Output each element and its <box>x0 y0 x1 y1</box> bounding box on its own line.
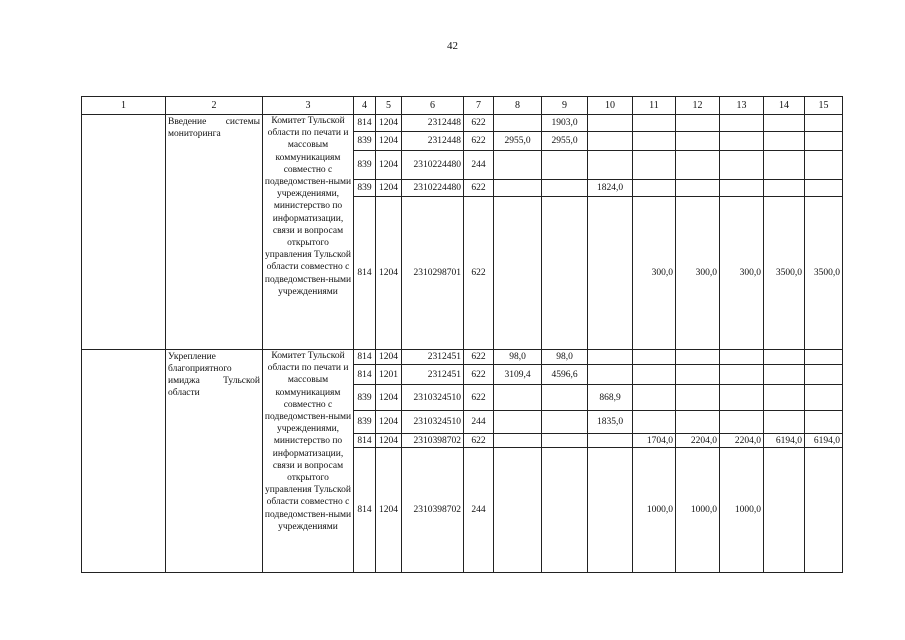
value-cell: 814 <box>354 115 376 132</box>
value-cell: 1204 <box>376 385 402 411</box>
budget-table <box>81 96 843 573</box>
value-cell <box>764 180 805 197</box>
value-cell: 1204 <box>376 411 402 434</box>
value-cell <box>588 448 633 573</box>
value-cell <box>542 434 588 448</box>
column-number: 5 <box>376 97 402 115</box>
value-cell: 622 <box>464 365 494 385</box>
table-row <box>82 350 843 365</box>
value-cell: 1204 <box>376 132 402 151</box>
value-cell <box>676 151 720 180</box>
column-number: 2 <box>166 97 263 115</box>
value-cell: 2312451 <box>402 350 464 365</box>
value-cell <box>542 448 588 573</box>
value-cell: 3109,4 <box>494 365 542 385</box>
value-cell: 2204,0 <box>720 434 764 448</box>
value-cell <box>494 385 542 411</box>
value-cell: 2310398702 <box>402 434 464 448</box>
value-cell: 622 <box>464 197 494 350</box>
value-cell <box>676 132 720 151</box>
value-cell: 2312448 <box>402 115 464 132</box>
value-cell <box>764 115 805 132</box>
value-cell: 98,0 <box>542 350 588 365</box>
value-cell: 622 <box>464 115 494 132</box>
value-cell: 2955,0 <box>494 132 542 151</box>
value-cell: 839 <box>354 180 376 197</box>
value-cell <box>542 411 588 434</box>
value-cell <box>542 180 588 197</box>
value-cell <box>676 350 720 365</box>
value-cell <box>720 180 764 197</box>
value-cell: 2310398702 <box>402 448 464 573</box>
column-number: 12 <box>676 97 720 115</box>
value-cell <box>588 197 633 350</box>
value-cell <box>720 132 764 151</box>
value-cell <box>633 151 676 180</box>
value-cell: 622 <box>464 180 494 197</box>
value-cell: 2310324510 <box>402 411 464 434</box>
value-cell: 1204 <box>376 197 402 350</box>
column-number: 1 <box>82 97 166 115</box>
header-row <box>82 97 843 115</box>
value-cell <box>676 115 720 132</box>
value-cell <box>494 197 542 350</box>
column-number: 10 <box>588 97 633 115</box>
measure-name: Введение системы мониторинга <box>166 115 263 350</box>
value-cell <box>588 434 633 448</box>
value-cell <box>676 411 720 434</box>
column-number: 3 <box>263 97 354 115</box>
value-cell <box>805 151 843 180</box>
value-cell: 6194,0 <box>805 434 843 448</box>
column-number: 7 <box>464 97 494 115</box>
value-cell <box>805 350 843 365</box>
measure-name: Укрепление благоприятного имиджа Тульской области <box>166 350 263 573</box>
value-cell: 1204 <box>376 350 402 365</box>
value-cell: 2310324510 <box>402 385 464 411</box>
value-cell <box>720 115 764 132</box>
column-number: 11 <box>633 97 676 115</box>
value-cell <box>494 411 542 434</box>
value-cell <box>720 385 764 411</box>
value-cell <box>494 434 542 448</box>
value-cell: 244 <box>464 448 494 573</box>
value-cell <box>588 132 633 151</box>
value-cell <box>805 411 843 434</box>
value-cell: 1204 <box>376 434 402 448</box>
value-cell <box>676 365 720 385</box>
value-cell <box>805 448 843 573</box>
value-cell: 98,0 <box>494 350 542 365</box>
value-cell <box>764 365 805 385</box>
value-cell <box>494 115 542 132</box>
value-cell: 1000,0 <box>676 448 720 573</box>
column-number: 15 <box>805 97 843 115</box>
value-cell <box>720 411 764 434</box>
value-cell: 1903,0 <box>542 115 588 132</box>
value-cell: 1204 <box>376 115 402 132</box>
value-cell <box>633 180 676 197</box>
column-number: 6 <box>402 97 464 115</box>
value-cell: 814 <box>354 365 376 385</box>
value-cell: 1204 <box>376 448 402 573</box>
value-cell: 1000,0 <box>720 448 764 573</box>
value-cell <box>588 151 633 180</box>
value-cell: 839 <box>354 411 376 434</box>
value-cell: 2955,0 <box>542 132 588 151</box>
value-cell: 839 <box>354 151 376 180</box>
value-cell: 1204 <box>376 151 402 180</box>
value-cell <box>720 365 764 385</box>
value-cell: 300,0 <box>676 197 720 350</box>
value-cell: 2312451 <box>402 365 464 385</box>
value-cell: 839 <box>354 385 376 411</box>
value-cell <box>805 132 843 151</box>
value-cell <box>805 115 843 132</box>
value-cell <box>633 385 676 411</box>
value-cell <box>633 411 676 434</box>
value-cell: 300,0 <box>720 197 764 350</box>
value-cell <box>805 385 843 411</box>
value-cell <box>633 132 676 151</box>
value-cell <box>764 385 805 411</box>
value-cell: 814 <box>354 448 376 573</box>
column-number: 4 <box>354 97 376 115</box>
value-cell <box>764 411 805 434</box>
value-cell: 4596,6 <box>542 365 588 385</box>
value-cell <box>805 180 843 197</box>
value-cell <box>676 385 720 411</box>
value-cell: 814 <box>354 434 376 448</box>
value-cell: 300,0 <box>633 197 676 350</box>
value-cell <box>494 180 542 197</box>
value-cell: 622 <box>464 350 494 365</box>
value-cell: 1824,0 <box>588 180 633 197</box>
column-number: 13 <box>720 97 764 115</box>
value-cell: 839 <box>354 132 376 151</box>
value-cell: 1835,0 <box>588 411 633 434</box>
executor-name: Комитет Тульской области по печати и массовым коммуникациям совместно с подведомствен-ными учреждениями, министерство по информатизации, связи и вопросам открытого управления Тульской области совместно с подведомствен-ными учреждениями <box>263 350 354 573</box>
column-number: 9 <box>542 97 588 115</box>
value-cell <box>588 115 633 132</box>
value-cell <box>494 151 542 180</box>
value-cell <box>764 151 805 180</box>
value-cell: 622 <box>464 132 494 151</box>
value-cell <box>764 448 805 573</box>
value-cell: 3500,0 <box>805 197 843 350</box>
value-cell: 244 <box>464 411 494 434</box>
value-cell <box>720 151 764 180</box>
value-cell: 244 <box>464 151 494 180</box>
value-cell <box>720 350 764 365</box>
row-number-cell <box>82 115 166 350</box>
value-cell <box>494 448 542 573</box>
value-cell: 2310224480 <box>402 151 464 180</box>
value-cell: 1704,0 <box>633 434 676 448</box>
value-cell <box>588 350 633 365</box>
value-cell <box>633 115 676 132</box>
value-cell: 814 <box>354 197 376 350</box>
value-cell: 3500,0 <box>764 197 805 350</box>
value-cell: 622 <box>464 434 494 448</box>
value-cell <box>633 365 676 385</box>
value-cell <box>542 151 588 180</box>
value-cell <box>588 365 633 385</box>
value-cell: 2204,0 <box>676 434 720 448</box>
column-number: 14 <box>764 97 805 115</box>
value-cell <box>633 350 676 365</box>
value-cell: 2312448 <box>402 132 464 151</box>
value-cell <box>542 385 588 411</box>
value-cell <box>764 350 805 365</box>
value-cell: 868,9 <box>588 385 633 411</box>
page-number: 42 <box>447 40 458 52</box>
row-number-cell <box>82 350 166 573</box>
value-cell <box>805 365 843 385</box>
value-cell: 814 <box>354 350 376 365</box>
value-cell: 1204 <box>376 180 402 197</box>
value-cell: 2310298701 <box>402 197 464 350</box>
executor-name: Комитет Тульской области по печати и массовым коммуникациям совместно с подведомствен-ными учреждениями, министерство по информатизации, связи и вопросам открытого управления Тульской области совместно с подведомствен-ными учреждениями <box>263 115 354 350</box>
value-cell <box>542 197 588 350</box>
value-cell <box>676 180 720 197</box>
value-cell: 622 <box>464 385 494 411</box>
column-number: 8 <box>494 97 542 115</box>
value-cell: 6194,0 <box>764 434 805 448</box>
value-cell: 2310224480 <box>402 180 464 197</box>
value-cell: 1201 <box>376 365 402 385</box>
value-cell: 1000,0 <box>633 448 676 573</box>
table-row <box>82 115 843 132</box>
value-cell <box>764 132 805 151</box>
